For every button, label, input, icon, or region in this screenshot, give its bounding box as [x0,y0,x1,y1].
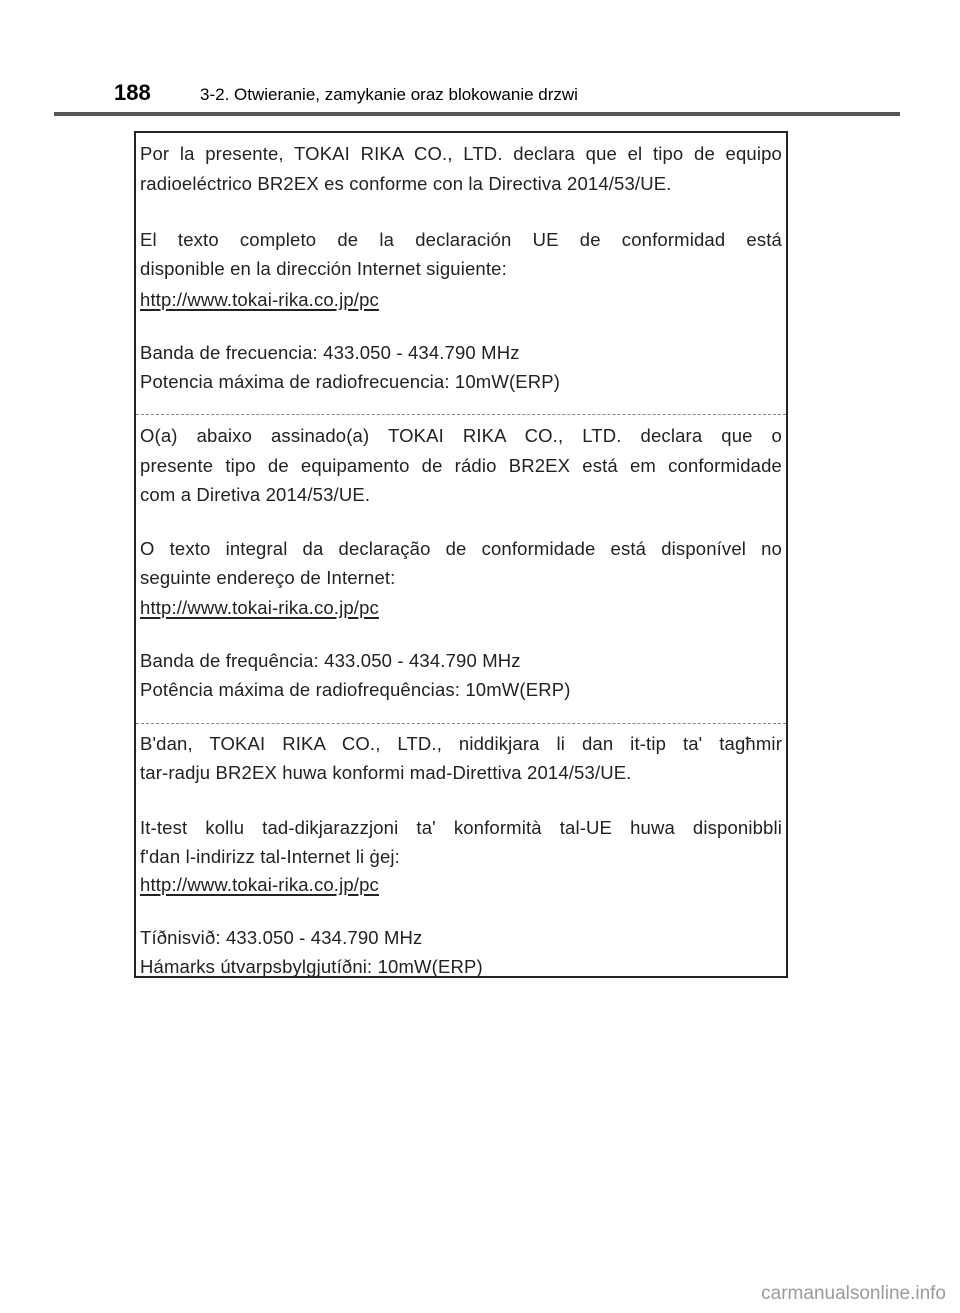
mt-url-link[interactable]: http://www.tokai-rika.co.jp/pc [140,874,379,895]
page-number: 188 [114,80,151,105]
pt-url-link[interactable]: http://www.tokai-rika.co.jp/pc [140,597,379,618]
watermark: carmanualsonline.info [761,1283,946,1304]
es-line-4: disponible en la dirección Internet siguiente: [140,258,507,279]
pt-line-3: com a Diretiva 2014/53/UE. [140,484,371,505]
pt-line-4: O texto integral da declaração de conformidade está disponível no [140,538,782,559]
es-line-1: Por la presente, TOKAI RIKA CO., LTD. declara que el tipo de equipo [140,143,782,164]
section-divider [136,723,786,724]
pt-max-power: Potência máxima de radiofrequências: 10mW(ERP) [140,679,571,700]
es-line-3: El texto completo de la declaración UE de conformidad está [140,229,782,250]
pt-frequency-band: Banda de frequência: 433.050 - 434.790 MHz [140,650,521,671]
mt-line-3: It-test kollu tad-dikjarazzjoni ta' konformità tal-UE huwa disponibbli [140,817,782,838]
header-rule [54,112,900,116]
pt-line-2: presente tipo de equipamento de rádio BR2EX está em conformidade [140,455,782,476]
section-title: 3-2. Otwieranie, zamykanie oraz blokowanie drzwi [200,85,578,104]
mt-line-2: tar-radju BR2EX huwa konformi mad-Direttiva 2014/53/UE. [140,762,632,783]
mt-frequency-band: Tíðnisvið: 433.050 - 434.790 MHz [140,927,423,948]
pt-line-5: seguinte endereço de Internet: [140,567,396,588]
page-header [0,0,960,118]
mt-line-1: B'dan, TOKAI RIKA CO., LTD., niddikjara li dan it-tip ta' tagħmir [140,733,782,754]
mt-line-4: f'dan l-indirizz tal-Internet li ġej: [140,846,400,867]
section-divider [136,414,786,415]
declaration-box [134,131,788,978]
es-url-link[interactable]: http://www.tokai-rika.co.jp/pc [140,289,379,310]
es-max-power: Potencia máxima de radiofrecuencia: 10mW(ERP) [140,371,561,392]
es-frequency-band: Banda de frecuencia: 433.050 - 434.790 MHz [140,342,520,363]
es-line-2: radioeléctrico BR2EX es conforme con la Directiva 2014/53/UE. [140,173,672,194]
mt-max-power: Hámarks útvarpsbylgjutíðni: 10mW(ERP) [140,956,483,977]
pt-line-1: O(a) abaixo assinado(a) TOKAI RIKA CO., LTD. declara que o [140,425,782,446]
